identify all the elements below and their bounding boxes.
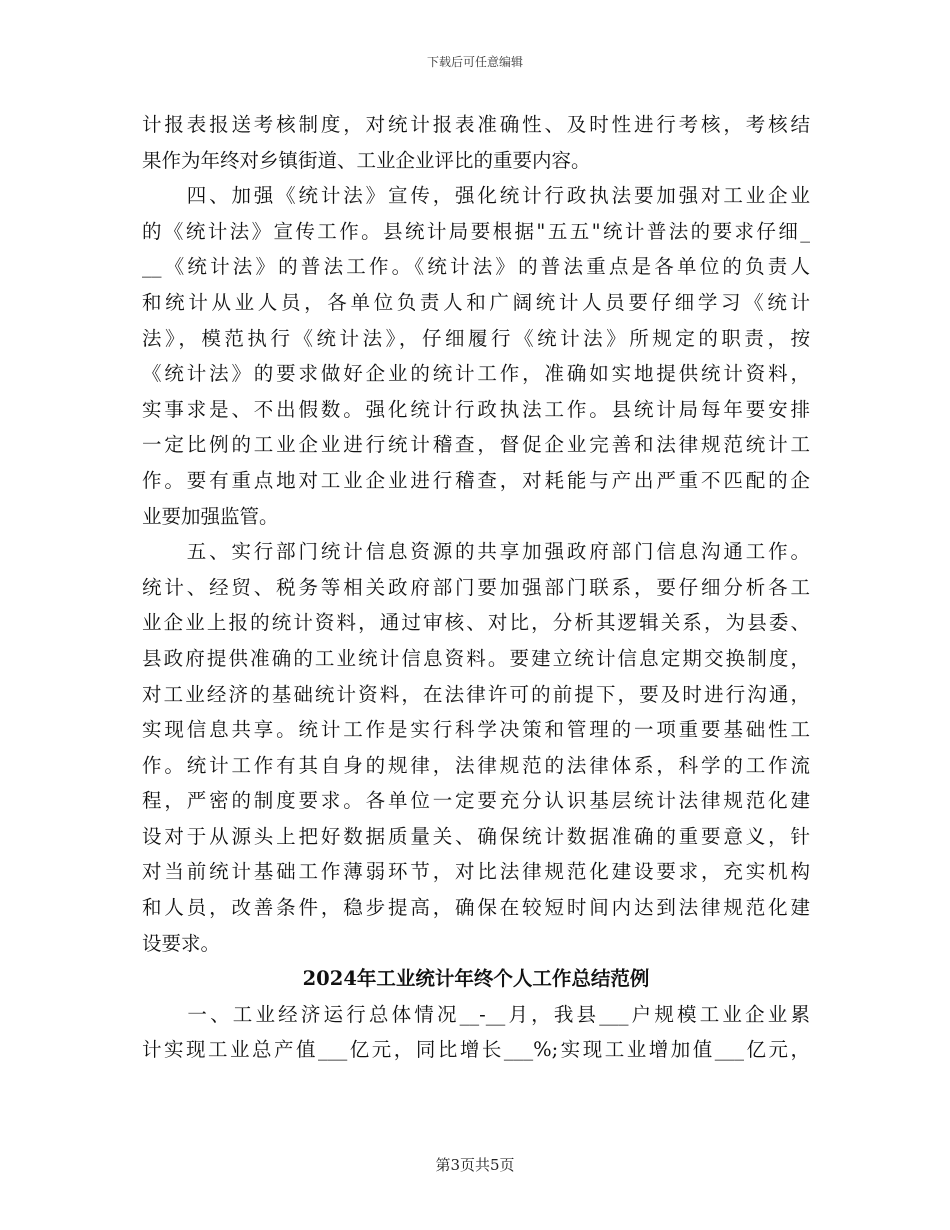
text-line: 和统计从业人员，各单位负责人和广阔统计人员要仔细学习《统计 [142, 290, 810, 314]
text-line: 计实现工业总产值___亿元，同比增长___%;实现工业增加值___亿元， [142, 1038, 810, 1062]
text-line: 设对于从源头上把好数据质量关、确保统计数据准确的重要意义，针 [142, 824, 810, 848]
text-line: 县政府提供准确的工业统计信息资料。要建立统计信息定期交换制度， [142, 646, 810, 670]
section-title: 2024年工业统计年终个人工作总结范例 [302, 967, 650, 991]
text-line: 和人员，改善条件，稳步提高，确保在较短时间内达到法律规范化建 [142, 896, 810, 920]
text-line: 的《统计法》宣传工作。县统计局要根据"五五"统计普法的要求仔细_ [142, 219, 810, 243]
text-line: 程，严密的制度要求。各单位一定要充分认识基层统计法律规范化建 [142, 789, 810, 813]
text-line: 法》，模范执行《统计法》，仔细履行《统计法》所规定的职责，按 [142, 326, 810, 350]
text-line: __《统计法》的普法工作。《统计法》的普法重点是各单位的负责人 [142, 255, 810, 279]
text-line: 业要加强监管。 [142, 504, 279, 528]
text-line: 作。统计工作有其自身的规律，法律规范的法律体系，科学的工作流 [142, 753, 810, 777]
page-footer: 第3页共5页 [435, 1156, 515, 1174]
text-line: 对当前统计基础工作薄弱环节，对比法律规范化建设要求，充实机构 [142, 860, 810, 884]
text-line: 设要求。 [142, 931, 221, 955]
text-line: 作。要有重点地对工业企业进行稽查，对耗能与产出严重不匹配的企 [142, 468, 810, 492]
text-line: 一、工业经济运行总体情况__-__月，我县___户规模工业企业累 [142, 1002, 810, 1026]
text-line: 实事求是、不出假数。强化统计行政执法工作。县统计局每年要安排 [142, 397, 810, 421]
text-line: 对工业经济的基础统计资料，在法律许可的前提下，要及时进行沟通， [142, 682, 810, 706]
text-line: 实现信息共享。统计工作是实行科学决策和管理的一项重要基础性工 [142, 718, 810, 742]
text-line: 果作为年终对乡镇街道、工业企业评比的重要内容。 [142, 148, 591, 172]
text-line: 一定比例的工业企业进行统计稽查，督促企业完善和法律规范统计工 [142, 433, 810, 457]
text-line: 五、实行部门统计信息资源的共享加强政府部门信息沟通工作。 [142, 540, 810, 564]
text-line: 四、加强《统计法》宣传，强化统计行政执法要加强对工业企业 [142, 184, 810, 208]
text-line: 计报表报送考核制度，对统计报表准确性、及时性进行考核，考核结 [142, 113, 810, 136]
text-line: 业企业上报的统计资料，通过审核、对比，分析其逻辑关系，为县委、 [142, 611, 810, 635]
document-body [142, 107, 810, 1068]
page-header: 下载后可任意编辑 [426, 55, 523, 69]
text-line: 统计、经贸、税务等相关政府部门要加强部门联系，要仔细分析各工 [142, 575, 810, 599]
text-line: 《统计法》的要求做好企业的统计工作，准确如实地提供统计资料， [142, 362, 810, 386]
